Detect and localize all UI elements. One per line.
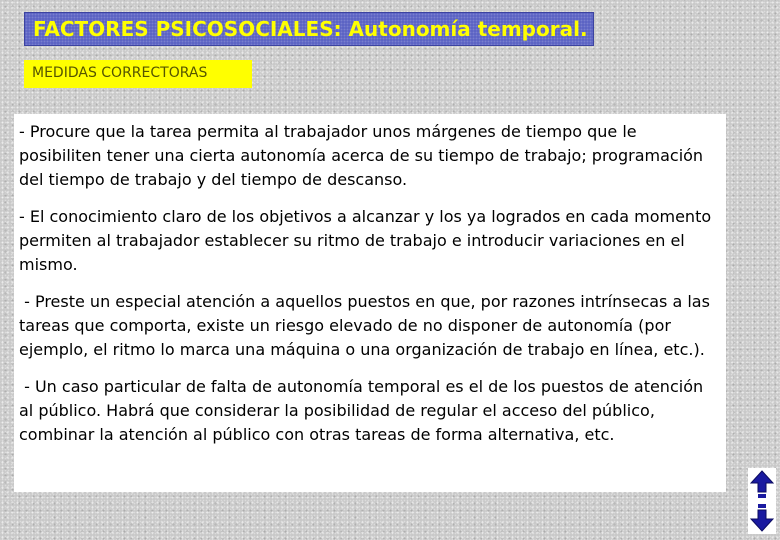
previous-page-button[interactable] (750, 470, 774, 500)
navigation-arrows (748, 468, 776, 534)
page-title: FACTORES PSICOSOCIALES: Autonomía temporal. (33, 17, 588, 41)
content-panel (14, 114, 726, 492)
paragraph-3: - Preste un especial atención a aquellos puestos en que, por razones intrínsecas a las tareas que comporta, existe un riesgo elevado de no disponer de autonomía (por ejemplo, el ritmo lo marca una máquina o una organización de trabajo en línea, etc.). (19, 292, 716, 359)
section-label-text: MEDIDAS CORRECTORAS (32, 65, 208, 81)
title-banner (24, 12, 594, 46)
paragraph-2: - El conocimiento claro de los objetivos a alcanzar y los ya logrados en cada momento permiten al trabajador establecer su ritmo de trabajo e introducir variaciones en el mismo. (19, 207, 717, 274)
next-page-button[interactable] (750, 502, 774, 532)
section-label (24, 60, 252, 88)
arrow-up-icon (750, 470, 774, 500)
paragraph-4: - Un caso particular de falta de autonomía temporal es el de los puestos de atención al público. Habrá que considerar la posibilidad de regular el acceso del público, combinar la atención al público con otras tareas de forma alternativa, etc. (19, 377, 709, 444)
arrow-down-icon (750, 502, 774, 532)
paragraph-1: - Procure que la tarea permita al trabajador unos márgenes de tiempo que le posibiliten tener una cierta autonomía acerca de su tiempo de trabajo; programación del tiempo de trabajo y del tiempo de descanso. (19, 122, 709, 189)
